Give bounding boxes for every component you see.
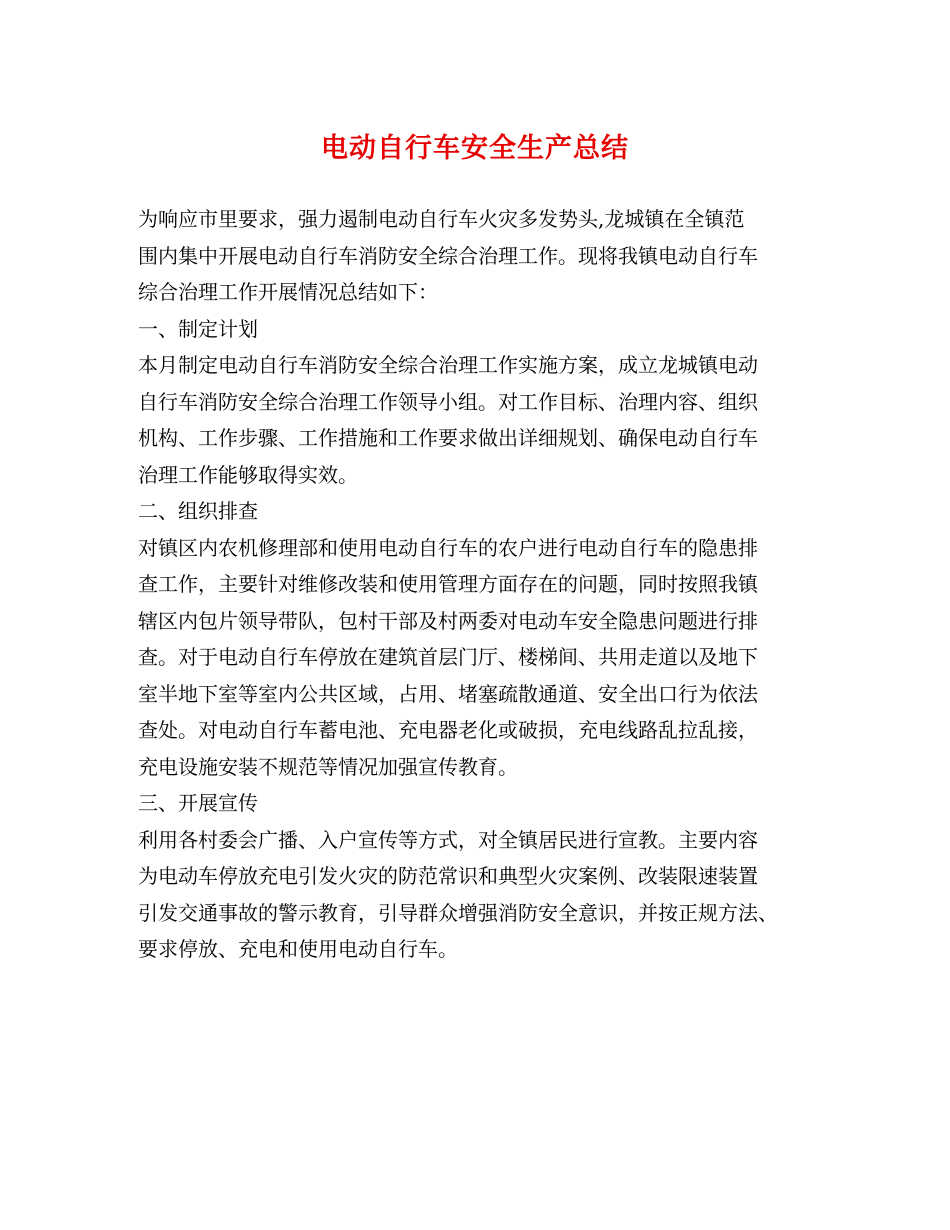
section-heading-publicity: 三、开展宣传 <box>138 791 258 815</box>
paragraph-line: 室半地下室等室内公共区域，占用、堵塞疏散通道、安全出口行为依法 <box>138 681 758 706</box>
document-body <box>138 201 838 968</box>
document-title: 电动自行车安全生产总结 <box>321 133 629 164</box>
paragraph-line: 治理工作能够取得实效。 <box>138 462 358 487</box>
paragraph-line: 自行车消防安全综合治理工作领导小组。对工作目标、治理内容、组织 <box>138 389 758 414</box>
paragraph-line: 充电设施安装不规范等情况加强宣传教育。 <box>138 754 518 779</box>
paragraph-line: 利用各村委会广播、入户宣传等方式，对全镇居民进行宣教。主要内容 <box>138 827 758 852</box>
paragraph-line: 查。对于电动自行车停放在建筑首层门厅、楼梯间、共用走道以及地下 <box>138 645 758 669</box>
paragraph-line: 要求停放、充电和使用电动自行车。 <box>138 937 458 961</box>
paragraph-line: 为响应市里要求，强力遏制电动自行车火灾多发势头,龙城镇在全镇范 <box>138 207 745 231</box>
paragraph-line: 综合治理工作开展情况总结如下： <box>138 280 438 304</box>
paragraph-line: 围内集中开展电动自行车消防安全综合治理工作。现将我镇电动自行车 <box>138 243 758 268</box>
section-heading-inspection: 二、组织排查 <box>138 499 258 523</box>
paragraph-line: 查处。对电动自行车蓄电池、充电器老化或破损，充电线路乱拉乱接， <box>138 718 758 742</box>
paragraph-line: 为电动车停放充电引发火灾的防范常识和典型火灾案例、改装限速装置 <box>138 864 758 888</box>
paragraph-line: 引发交通事故的警示教育，引导群众增强消防安全意识，并按正规方法、 <box>138 900 778 925</box>
paragraph-line: 本月制定电动自行车消防安全综合治理工作实施方案，成立龙城镇电动 <box>138 353 758 377</box>
section-heading-plan: 一、制定计划 <box>138 316 258 341</box>
paragraph-line: 辖区内包片领导带队，包村干部及村两委对电动车安全隐患问题进行排 <box>138 608 758 633</box>
paragraph-line: 查工作，主要针对维修改装和使用管理方面存在的问题，同时按照我镇 <box>138 572 758 596</box>
paragraph-line: 对镇区内农机修理部和使用电动自行车的农户进行电动自行车的隐患排 <box>138 535 758 560</box>
paragraph-line: 机构、工作步骤、工作措施和工作要求做出详细规划、确保电动自行车 <box>138 426 758 450</box>
